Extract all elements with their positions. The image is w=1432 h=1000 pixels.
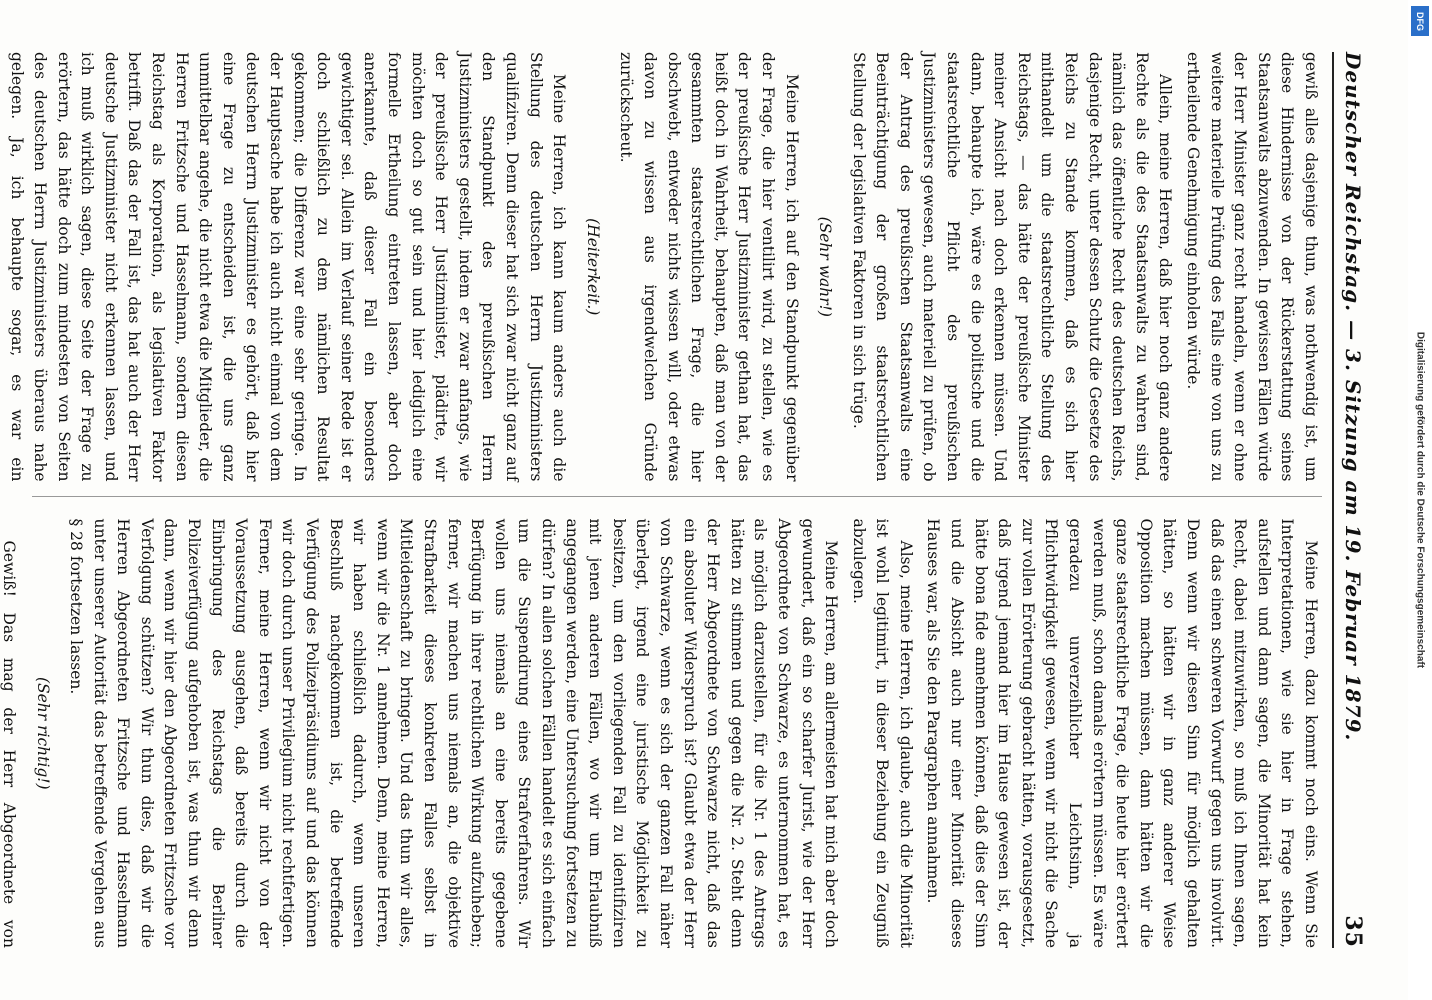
page-number: 35 xyxy=(1340,915,1366,948)
paragraph: Meine Herren, am allermeisten hat mich aber doch gewundert, daß ein so scharfer Jurist, wie der Herr Abgeordnete von Schwarze, es unternommen hat, es als möglich darzustellen, für die Nr. 1 des Antrags hätten zu stimmen und gegen die Nr. 2. Steht denn der Herr Abgeordnete von Schwarze nicht, daß das ein absoluter Widerspruch ist? Glaubt etwa der Herr von Schwarze, wenn es sich der ganzen Fall näher überlegt, irgend eine juristische Möglichkeit zu besitzen, um den vorliegenden Fall zu identifiziren mit jenen anderen Fällen, wo wir um Erlaubniß angegangen werden, eine Untersuchung fortsetzen zu dürfen? In allen solchen Fällen handelt es sich einfach um die Suspendirung eines Strafverfahrens. Wir wollen uns niemals an eine bereits gegebene Berfügung in ihrer rechtlichen Wirkung aufzuheben; ferner, wir machen uns niemals an, die objektive Strafbarkeit dieses konkreten Falles selbst in Mitleidenschaft zu bringen. Und das thun wir alles, wenn wir die Nr. 1 annehmen. Denn, meine Herren, wir haben schließlich dadurch, wenn unseren Beschluß nachgekommen ist, die betreffende Verfügung des Polizeipräsidiums auf und das können wir doch durch unser Privilegium nicht rechtfertigen. Ferner, meine Herren, wenn wir nicht von der Voraussetzung ausgehen, daß bereits durch die Einbringung des Reichstags die Berliner Polizeiverfügung aufgehoben ist, was thun wir denn dann, wenn wir hier den Abgeordneten Fritzsche vor Verfolgung schützen? Wir thun dies, daß wir die Herren Abgeordneten Fritzsche und Hasselmann unter unserer Autorität das betreffende Vergehen aus § 28 fortsetzen lassen. xyxy=(67,518,841,948)
digitization-credit-strip xyxy=(1408,0,1432,1000)
dfg-logo: DFG xyxy=(1411,6,1429,36)
column-right xyxy=(0,518,1322,949)
page-title: Deutscher Reichstag. — 3. Sitzung am 19. Februar 1879. xyxy=(1341,52,1365,742)
paragraph: gewiß alles dasjenige thun, was nothwendig ist, um diese Hindernisse von der Rückerstattung seines Staatsanwalts abzuwenden. In gewissen Fällen würde der Herr Minister ganz recht handeln, wenn er ohne weitere materielle Prüfung des Falls eine von uns zu ertheilende Genehmigung einholen würde. xyxy=(1184,52,1320,482)
paragraph: Allein, meine Herren, daß hier noch ganz andere Rechte als die des Staatsanwalts zu wahren sind, nämlich das öffentliche Recht des deutschen Reichs, dasjenige Recht, unter dessen Schutz die Gesetze des Reichs zu Stande kommen, daß es sich hier mithandelt um die staatsrechtliche Stellung des Reichstags, — das hätte der preußische Minister meiner Ansicht nach doch erkennen müssen. Und dann, behaupte ich, wäre es die politische und die staatsrechtliche Pflicht des preußischen Justizministers gewesen, auch materiell zu prüfen, ob der Antrag des preußischen Staatsanwalts eine Beeinträchtigung der großen staatsrechtlichen Stellung der legislativen Faktoren in sich trüge. xyxy=(849,52,1175,482)
interjection: (Sehr wahr!) xyxy=(816,216,835,317)
page-header xyxy=(1332,52,1366,948)
interjection: (Heiterkeit.) xyxy=(583,218,602,316)
paragraph: Gewiß! Das mag der Herr Abgeordnete von xyxy=(0,540,18,948)
paragraph: Meine Herren, ich auf den Standpunkt gegenüber der Frage, die hier ventilirt wird, zu stellen, wie es der preußische Herr Justizminister gethan hat, das heißt doch in Wahrheit, behaupten, daß man von der gesammten staatsrechtlichen Frage, die hier obschwebt, entweder nichts wissen will, oder etwas davon zu wissen aus irgendwelchen Gründe zurückscheut. xyxy=(617,52,801,482)
digitization-credit: Digitalisierung gefördert durch die Deutsche Forschungsgemeinschaft xyxy=(1414,331,1426,669)
paragraph: Meine Herren, ich kann kaum anders auch die Stellung des deutschen Herrn Justizministers qualifiziren. Denn dieser hat sich zwar nicht ganz auf den Standpunkt des preußischen Herrn Justizministers gestellt, indem er zwar anfangs, wie der preußische Herr Justizminister, plädirte, wir möchten doch so gut sein und hier lediglich eine formelle Ertheilung eintreten lassen, aber doch anerkannte, daß dieser Fall ein besonders gewichtiger sei. Allein im Verlauf seiner Rede ist er doch schließlich zu dem nämlichen Resultat gekommen; die Differenz war eine sehr geringe. In der Hauptsache habe ich auch nicht einmal von dem deutschen Herrn Justizminister es gehört, daß hier eine Frage zu entscheiden ist, die uns ganz unmittelbar angehe, die nicht etwa die Mitglieder, die Herren Fritzsche und Hasselmann, sondern diesen Reichstag als Korporation, als legislativen Faktor betrifft. Daß das der Fall ist, das hat auch der Herr deutsche Justizminister nicht erkennen lassen, und ich muß wirklich sagen, diese Seite der Frage zu erörtern, das hätte doch zum mindesten von Seiten des deutschen Herrn Justizministers überaus nahe gelegen. Ja, ich behaupte sogar, es war ein xyxy=(7,52,569,482)
interjection: (Sehr richtig!) xyxy=(33,676,52,790)
column-left xyxy=(7,52,1322,497)
text-columns xyxy=(0,52,1322,948)
paragraph: Also, meine Herren, ich glaube, auch die Minorität ist wohl legitimirt, in dieser Beziehung ein Zeugniß abzulegen. xyxy=(849,518,915,948)
paragraph: Meine Herren, dazu kommt noch eins. Wenn Sie Interpretationen, wie sie hier in Frage stehen, aufstellen und dann sagen, die Minorität hat kein Recht, dabei mitzuwirken, so muß ich Ihnen sagen, daß das einen schweren Vorwurf gegen uns involvirt. Denn wenn wir diesen Sinn für möglich gehalten hätten, so hätten wir in ganz anderer Weise Opposition machen müssen, dann hätten wir die ganze staatsrechtliche Frage, die heute hier erörtert werden muß, schon damals erörtern müssen. Es wäre geradezu unverzeihlicher Leichtsinn, ja Pflichtwidrigkeit gewesen, wenn wir nicht die Sache zur vollen Erörterung gebracht hätten, vorausgesetzt, daß irgend jemand hier im Hause gewesen ist, der hätte bona fide annehmen können, daß dies der Sinn und die Absicht auch nur einer Minorität dieses Hauses war, als Sie den Paragraphen annahmen. xyxy=(924,518,1320,948)
rotated-page-content xyxy=(0,30,1384,970)
